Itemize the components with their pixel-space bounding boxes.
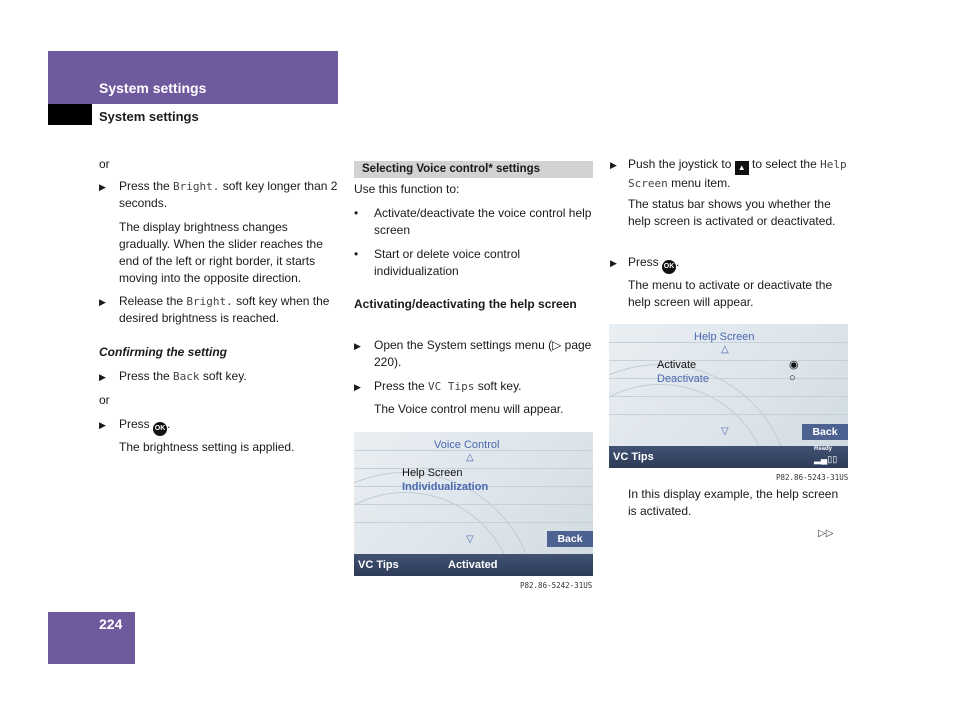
signal-strength-icon: ▂▄▯▯ — [814, 454, 838, 464]
step-text: Press — [628, 255, 663, 269]
status-description: The status bar shows you whether the help screen is activated or deactivated. — [628, 197, 836, 228]
screen-gridline — [609, 360, 848, 361]
step-press-ok — [628, 254, 848, 274]
step-press-vctips — [374, 378, 594, 395]
help-screen-display — [609, 324, 848, 468]
radio-selected-icon[interactable]: ◉ — [789, 359, 799, 371]
menu-item-help-screen[interactable]: Help Screen — [402, 467, 463, 479]
bullet-arrow-icon: ▶ — [354, 341, 361, 351]
step-press-back — [119, 368, 339, 385]
step-text: . — [167, 417, 171, 431]
softkey-label: Back — [173, 370, 200, 383]
step-text: soft key longer than 2 seconds. — [119, 179, 338, 210]
menu-item-activate[interactable]: Activate — [657, 359, 697, 371]
screen-gridline — [609, 396, 848, 397]
bullet-arrow-icon: ▶ — [99, 297, 106, 307]
menu-item-deactivate[interactable]: Deactivate — [657, 373, 709, 385]
scroll-up-icon: △ — [466, 452, 474, 463]
softkey-label: VC Tips — [428, 380, 475, 393]
status-bar — [609, 446, 848, 468]
help-screen-subheading: Activating/deactivating the help screen — [354, 297, 577, 311]
subsection-marker — [48, 104, 92, 125]
step-text: Open the System settings menu ( — [374, 338, 553, 352]
bullet-individualization: Start or delete voice control individualization — [374, 247, 521, 278]
ready-indicator: Ready — [814, 446, 833, 452]
screen-gridline — [354, 504, 593, 505]
softkey-label: Bright. — [173, 180, 220, 193]
bullet-arrow-icon: ▶ — [99, 182, 106, 192]
step-press-bright — [119, 178, 339, 212]
menu-item-individualization[interactable]: Individualization — [402, 481, 489, 493]
bullet-arrow-icon: ▶ — [354, 382, 361, 392]
continue-icon: ▷▷ — [818, 528, 834, 539]
step-text: Release the — [119, 294, 187, 308]
figure-reference: P82.86-5242-31US — [520, 581, 593, 590]
back-softkey[interactable]: Back — [802, 424, 848, 440]
display-example-caption: In this display example, the help screen is activated. — [628, 487, 839, 518]
softkey-label: Bright. — [186, 295, 233, 308]
bullet-activate: Activate/deactivate the voice control help screen — [374, 206, 592, 237]
voice-menu-result: The Voice control menu will appear. — [374, 402, 564, 416]
step-text: Push the joystick to — [628, 157, 735, 171]
screen-title: Voice Control — [434, 439, 500, 451]
vc-tips-softkey[interactable]: VC Tips — [358, 559, 399, 571]
step-text: page 220). — [374, 338, 592, 369]
step-text: to select the — [748, 157, 821, 171]
page-number: 224 — [99, 616, 123, 632]
intro-text: Use this function to: — [354, 182, 460, 196]
scroll-down-icon: ▽ — [466, 534, 474, 545]
radio-unselected-icon[interactable]: ○ — [789, 372, 796, 384]
bullet-arrow-icon: ▶ — [610, 258, 617, 268]
bullet-arrow-icon: ▶ — [99, 372, 106, 382]
screen-gridline — [609, 414, 848, 415]
menu-item-label: Help Screen — [628, 158, 847, 190]
confirm-heading: Confirming the setting — [99, 345, 227, 359]
step-text: . — [676, 255, 680, 269]
or-text: or — [99, 157, 110, 171]
scroll-down-icon: ▽ — [721, 426, 729, 437]
screen-gridline — [354, 522, 593, 523]
header-band — [48, 51, 338, 104]
step-text: Press — [119, 417, 154, 431]
ok-button-icon: OK — [662, 260, 676, 274]
voice-control-screen — [354, 432, 593, 576]
screen-title: Help Screen — [694, 331, 755, 343]
step-text: Press the — [374, 379, 429, 393]
bullet-dot: • — [354, 247, 359, 261]
heading-text: Selecting Voice control* settings — [362, 163, 541, 175]
or-text: or — [99, 393, 110, 407]
step-open-menu — [374, 337, 594, 371]
step-press-ok — [119, 416, 339, 436]
back-softkey[interactable]: Back — [547, 531, 593, 547]
step-text: menu item. — [667, 176, 731, 190]
screen-gridline — [609, 378, 848, 379]
brightness-applied-text: The brightness setting is applied. — [119, 440, 295, 454]
scroll-up-icon: △ — [721, 344, 729, 355]
bullet-arrow-icon: ▶ — [99, 420, 106, 430]
page-reference-icon: ▷ — [552, 338, 562, 352]
menu-appear-text: The menu to activate or deactivate the help screen will appear. — [628, 278, 833, 309]
section-title: System settings — [99, 80, 207, 96]
bullet-arrow-icon: ▶ — [610, 160, 617, 170]
status-activated: Activated — [448, 559, 498, 571]
status-bar — [354, 554, 593, 576]
voice-control-heading — [354, 161, 593, 178]
figure-reference: P82.86-5243-31US — [776, 473, 849, 482]
step-text: Press the — [119, 369, 174, 383]
step-push-joystick — [628, 156, 848, 192]
step-release-bright — [119, 293, 339, 327]
step-text: soft key when the desired brightness is reached. — [119, 294, 330, 325]
step-text: soft key. — [199, 369, 247, 383]
step-text: soft key. — [474, 379, 522, 393]
bullet-dot: • — [354, 206, 359, 220]
screen-gridline — [354, 468, 593, 469]
ok-button-icon: OK — [153, 422, 167, 436]
step-text: Press the — [119, 179, 174, 193]
joystick-up-icon: ▲ — [735, 161, 749, 175]
brightness-description: The display brightness changes gradually. When the slider reaches the end of the left or right border, it starts moving into the opposite direction. — [119, 220, 323, 285]
subsection-title: System settings — [99, 109, 199, 124]
vc-tips-softkey[interactable]: VC Tips — [613, 451, 654, 463]
